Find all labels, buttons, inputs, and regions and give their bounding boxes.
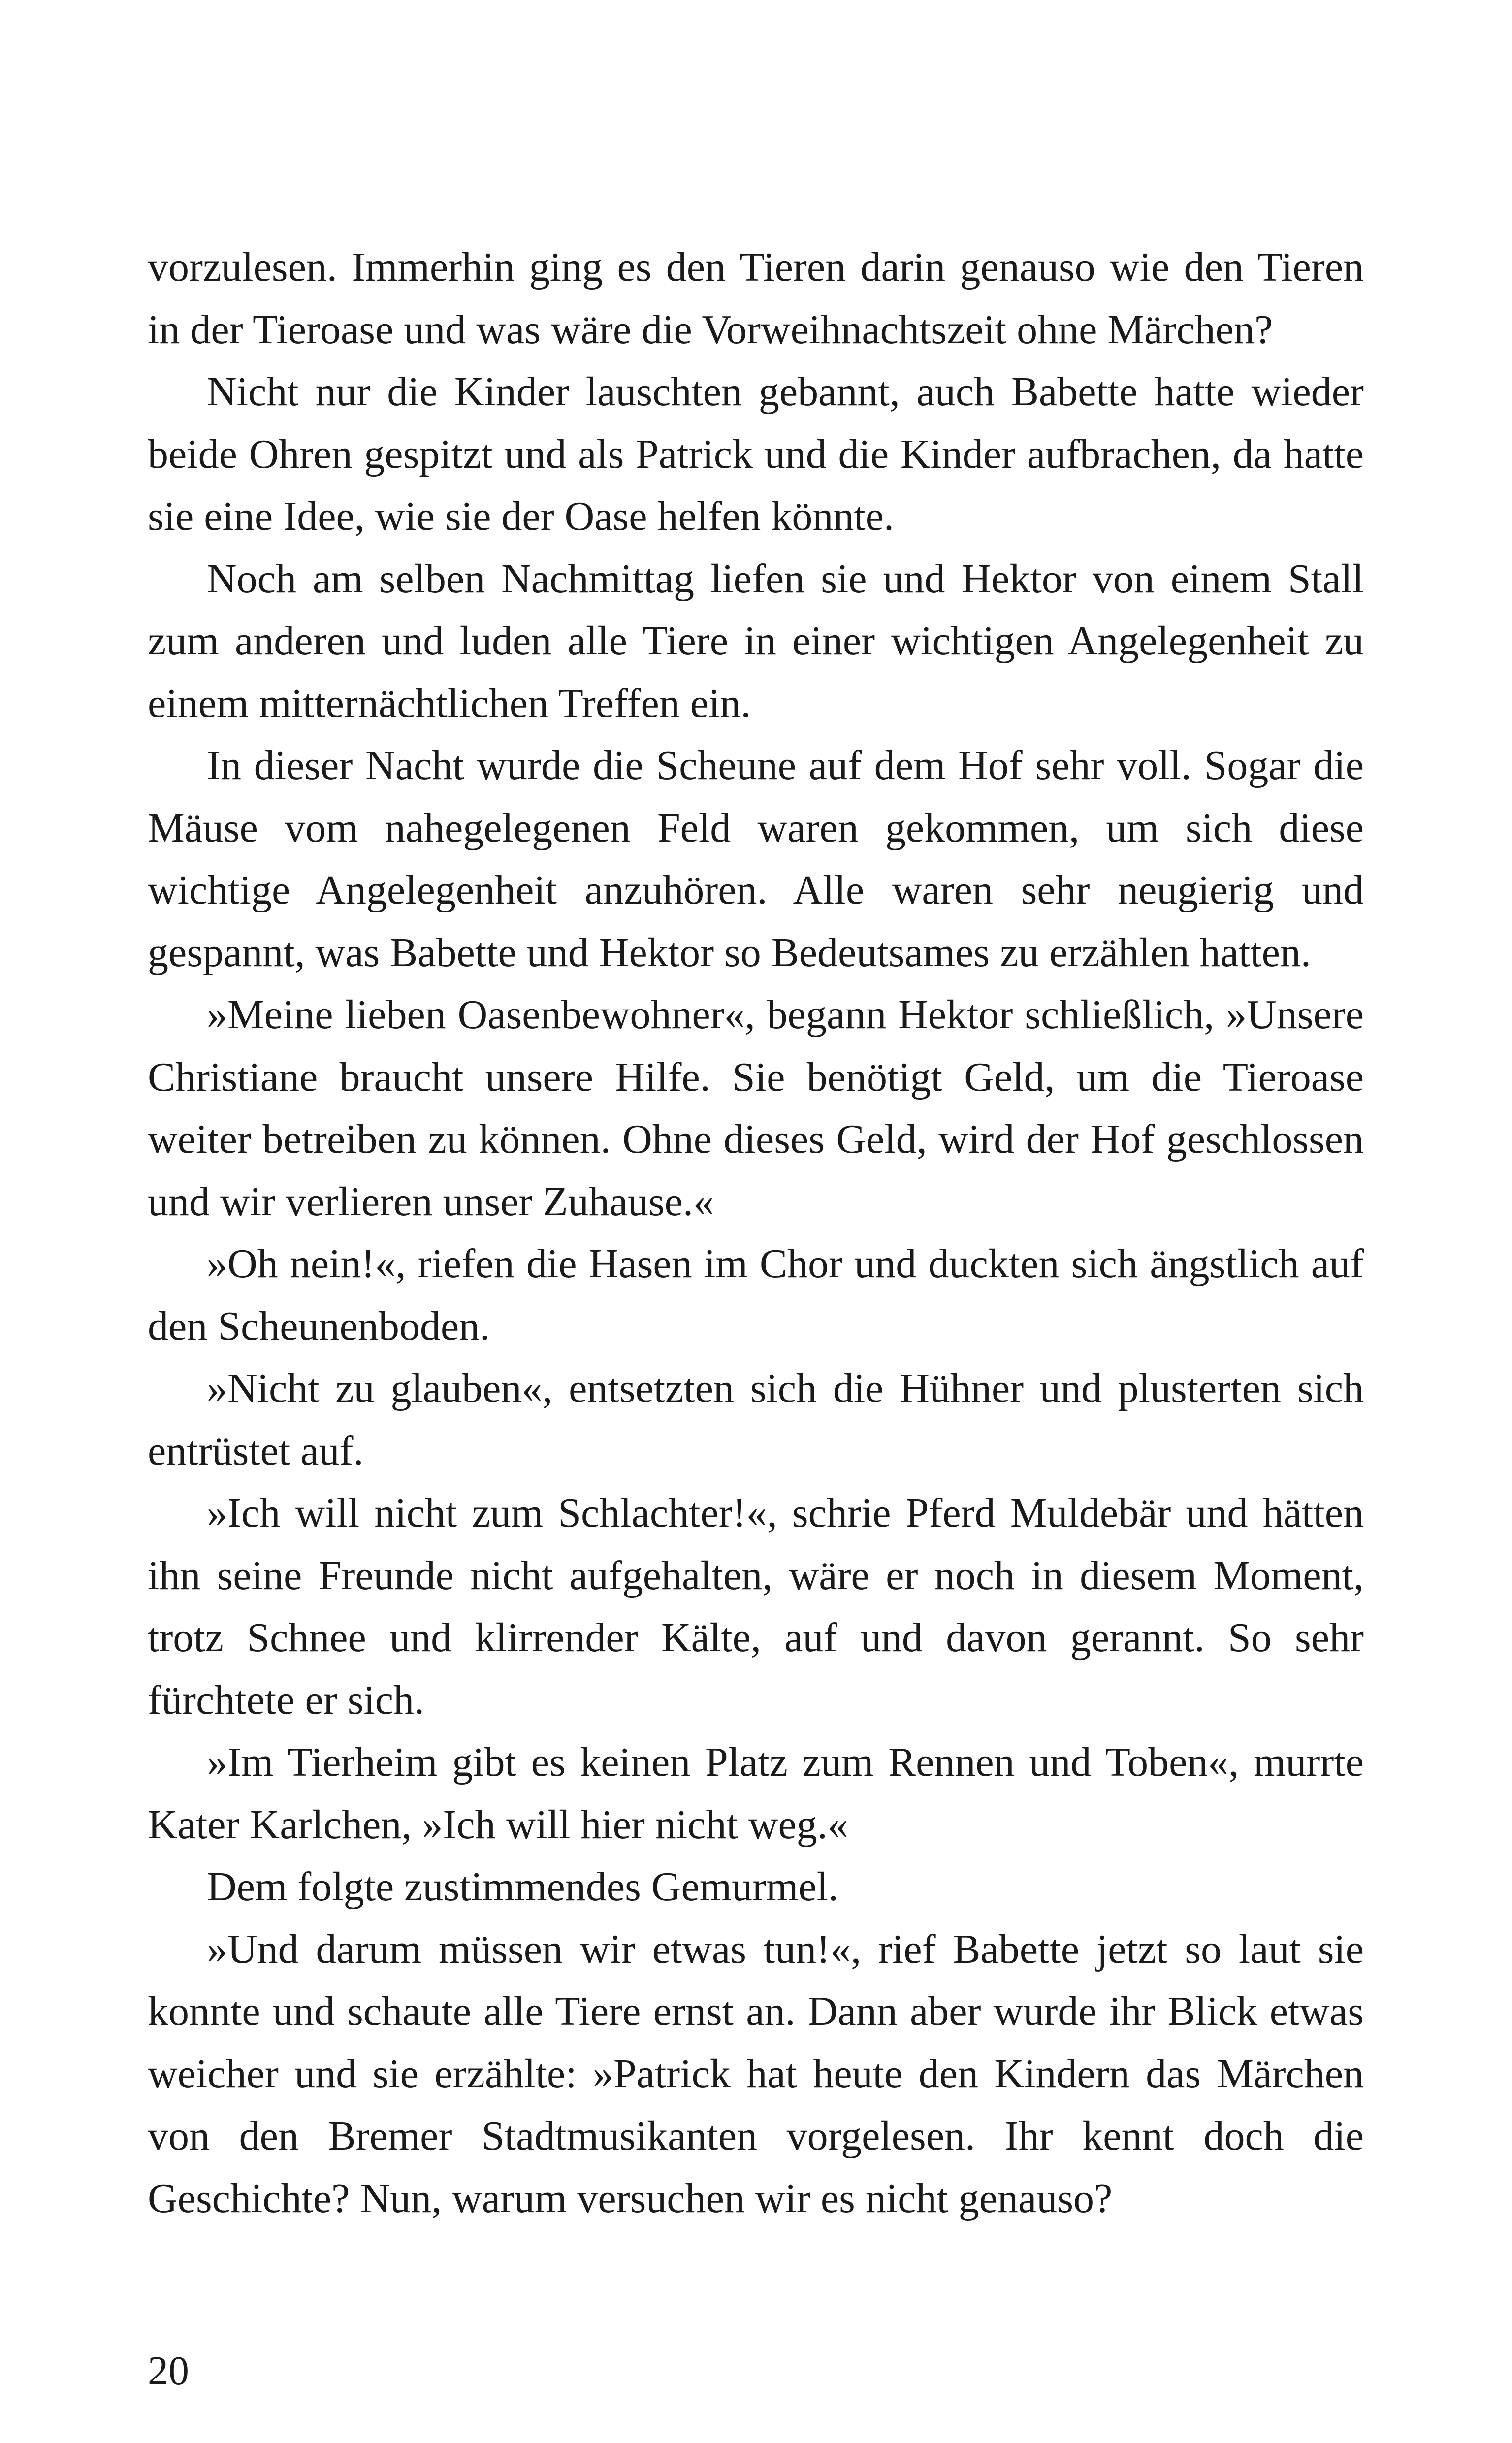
paragraph: »Meine lieben Oasenbewohner«, begann Hektor schließlich, »Unsere Christiane braucht unsere Hilfe. Sie benötigt Geld, um die Tieroase weiter betreiben zu können. Ohne dieses Geld, wird der Hof geschlossen und wir verlieren unser Zuhause.« (148, 992, 1364, 1225)
paragraph: vorzulesen. Immerhin ging es den Tieren darin genauso wie den Tieren in der Tieroase und was wäre die Vorweihnachtszeit ohne Märchen? (148, 244, 1364, 353)
paragraph: »Ich will nicht zum Schlachter!«, schrie Pferd Muldebär und hätten ihn seine Freunde nicht aufgehalten, wäre er noch in diesem Moment, trotz Schnee und klirrender Kälte, auf und davon gerannt. So sehr fürchtete er sich. (148, 1490, 1364, 1723)
paragraph: »Im Tierheim gibt es keinen Platz zum Rennen und Toben«, murrte Kater Karlchen, »Ich will hier nicht weg.« (148, 1739, 1364, 1848)
page-number: 20 (148, 2348, 189, 2394)
body-text (148, 236, 1364, 2230)
paragraph: Noch am selben Nachmittag liefen sie und Hektor von einem Stall zum anderen und luden alle Tiere in einer wichtigen Angelegenheit zu einem mitternächtlichen Treffen ein. (148, 555, 1364, 726)
paragraph: »Nicht zu glauben«, entsetzten sich die Hühner und plusterten sich entrüstet auf. (148, 1366, 1364, 1474)
paragraph: Nicht nur die Kinder lauschten gebannt, auch Babette hatte wieder beide Ohren gespitzt und als Patrick und die Kinder aufbrachen, da hatte sie eine Idee, wie sie der Oase helfen könnte. (148, 369, 1364, 539)
paragraph: In dieser Nacht wurde die Scheune auf dem Hof sehr voll. Sogar die Mäuse vom nahegelegenen Feld waren gekommen, um sich diese wichtige Angelegenheit anzuhören. Alle waren sehr neugierig und gespannt, was Babette und Hektor so Bedeutsames zu erzählen hatten. (148, 743, 1364, 976)
paragraph: Dem folgte zustimmendes Gemurmel. (207, 1864, 839, 1910)
paragraph: »Und darum müssen wir etwas tun!«, rief Babette jetzt so laut sie konnte und schaute alle Tiere ernst an. Dann aber wurde ihr Blick etwas weicher und sie erzählte: »Patrick hat heute den Kindern das Märchen von den Bremer Stadtmusikanten vorgelesen. Ihr kennt doch die Geschichte? Nun, warum versuchen wir es nicht genauso? (148, 1926, 1364, 2221)
paragraph: »Oh nein!«, riefen die Hasen im Chor und duckten sich ängstlich auf den Scheunenboden. (148, 1241, 1364, 1349)
